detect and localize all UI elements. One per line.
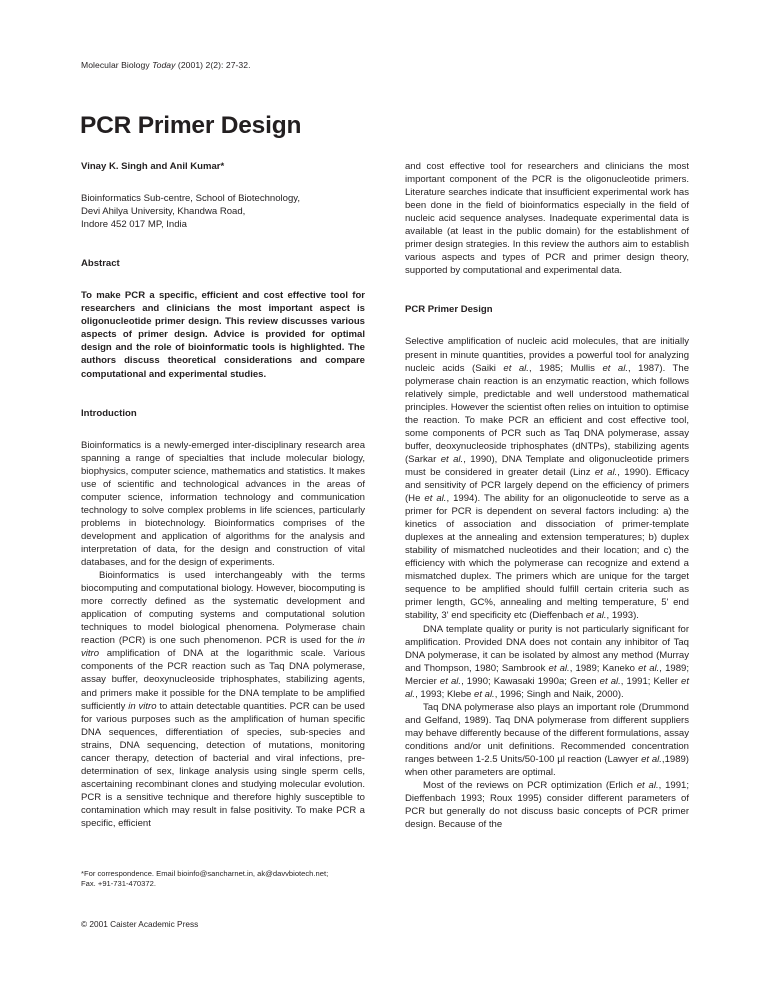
section-paragraph-3	[405, 701, 689, 779]
p1-part-d: , 1990), DNA Template and oligonucleotide primers must be considered in greater detail (Linz	[405, 453, 690, 478]
spacer	[405, 277, 689, 303]
p3-part-a: Taq DNA polymerase also plays an important role (Drummond and Gelfand, 1989). Taq DNA polymerase from different suppliers may behave differently because of the different formulations, assay conditions and/or unit definitions. Recommended concentration ranges between 1-2.5 Units/50-100 µl reaction (Lawyer	[405, 701, 689, 765]
p2-italic-1: et al.	[548, 662, 570, 674]
journal-name: Molecular Biology	[81, 60, 153, 70]
p4-italic-1: et al.	[636, 780, 659, 792]
spacer	[81, 231, 365, 257]
section-paragraph-2	[405, 623, 689, 701]
p2-italic-5: et al.	[405, 675, 689, 700]
p2-part-c: , 1989; Mercier	[405, 662, 689, 687]
footnote-line-1: For correspondence. Email bioinfo@sancharnet.in, ak@davvbiotech.net;	[83, 869, 329, 878]
p1-part-a: Selective amplification of nucleic acid molecules, that are initially present in minute quantities, provides a powerful tool for analyzing nucleic acids (Saiki	[405, 336, 689, 374]
p1-italic-1: et al.	[503, 362, 529, 374]
p1-italic-5: et al.	[424, 493, 447, 505]
continuation-paragraph: and cost effective tool for researchers and clinicians the most important component of the PCR is the oligonucleotide primers. Literature searches indicate that insufficient experimental work has been done in the field of bioinformatics especially in the field of nucleic acid sequence analyses. Inadequate experimental data is available (at least in the public domain) for the establishment of primer design strategies. In this review the authors aim to establish various aspects and types of PCR and primer design theory, supported by computational and experimental data.	[405, 161, 689, 277]
p1-italic-2: et al.	[602, 362, 628, 374]
p2-part-b: , 1989; Kaneko	[569, 662, 639, 674]
p1-part-c: , 1987). The polymerase chain reaction is an enzymatic reaction, which follows relatively simple, predictable and well understood mathematical principles. However the scientist often relies on intuition to optimise the reaction. To make PCR an efficient and cost effective tool, some components of PCR such as Taq DNA polymerase, assay buffer, deoxynucleoside triphosphates (dNTPs), stabilizing agents (Sarkar	[405, 362, 690, 465]
p1-italic-4: et al.	[594, 466, 618, 478]
page-title: PCR Primer Design	[80, 112, 302, 140]
correspondence-footnote	[81, 869, 371, 890]
spacer	[405, 316, 689, 335]
left-column	[81, 160, 365, 830]
footnote-line-2: Fax. +91-731-470372.	[81, 879, 156, 889]
p2-part-f: , 1993; Klebe	[415, 688, 475, 700]
intro-p2-part-a: Bioinformatics is used interchangeably with the terms biocomputing and computational biology. However, biocomputing is more correctly defined as the systematic development and application of computing systems and computational solution techniques to model biological phenomena. Polymerase chain reaction (PCR) is one such phenomenon. PCR is used for the	[81, 570, 365, 647]
intro-p2-italic-2: in vitro	[128, 700, 157, 712]
section-paragraph-1	[405, 335, 689, 622]
journal-issue-pages: (2001) 2(2): 27-32.	[175, 60, 251, 70]
affiliation	[81, 192, 365, 231]
p2-part-e: , 1991; Keller	[620, 675, 682, 687]
p2-part-a: DNA template quality or purity is not particularly significant for amplification. Provided DNA does not contain any inhibitor of Taq DNA polymerase, it can be isolated by almost any method (Murray and Thompson, 1980; Sambrook	[405, 623, 689, 674]
intro-paragraph-2	[81, 569, 365, 830]
spacer	[81, 381, 365, 407]
affiliation-line-2: Devi Ahilya University, Khandwa Road,	[81, 206, 246, 218]
pcr-primer-design-heading: PCR Primer Design	[405, 304, 493, 316]
spacer	[81, 173, 365, 192]
journal-name-italic: Today	[152, 60, 176, 70]
right-column	[405, 160, 689, 831]
journal-citation-line	[81, 60, 251, 70]
footnote-marker: *	[81, 869, 84, 878]
intro-p2-part-b: amplification of DNA at the logarithmic scale. Various components of the PCR reaction such as Taq DNA polymerase, assay buffer, deoxynucleoside triphosphates, stabilizing agents, and primers make it possible for the DNA template to be amplified sufficiently	[81, 648, 365, 712]
p4-part-a: Most of the reviews on PCR optimization (Erlich	[423, 780, 637, 792]
p1-part-e: , 1990). Efficacy and sensitivity of PCR largely depend on the efficiency of primers (He	[405, 466, 689, 505]
p3-part-b: ,1989) when other parameters are optimal.	[405, 753, 689, 779]
introduction-heading: Introduction	[81, 407, 137, 419]
section-paragraph-4	[405, 779, 689, 831]
p4-part-b: , 1991; Dieffenbach 1993; Roux 1995) consider different parameters of PCR but generally do not discuss basic concepts of PCR primer design. Because of the	[405, 780, 690, 831]
p2-italic-2: et al.	[638, 662, 660, 674]
p1-italic-6: et al.	[585, 610, 607, 622]
p2-part-d: , 1990; Kawasaki 1990a; Green	[461, 675, 600, 687]
p1-part-b: , 1985; Mullis	[528, 362, 603, 374]
p1-italic-3: et al.	[440, 453, 464, 465]
p1-part-g: , 1993).	[606, 610, 639, 622]
intro-paragraph-1: Bioinformatics is a newly-emerged inter-disciplinary research area spanning a range of specialties that include molecular biology, biophysics, computer science, mathematics and statistics. It makes use of scientific and technological advances in the areas of computer science, information technology and communication technology to solve complex problems in life sciences, particularly problems in biotechnology. Bioinformatics comprises of the development and application of algorithms for the analysis and interpretation of data, for the design and construction of vital databases, and for the design of experiments.	[81, 439, 365, 569]
p3-italic-1: et al.	[641, 753, 662, 765]
p2-italic-3: et al.	[439, 675, 462, 687]
abstract-heading: Abstract	[81, 258, 120, 270]
p1-part-f: , 1994). The ability for an oligonucleotide to serve as a primer for PCR is dependent on several factors including: a) the kinetics of association and dissociation of primer-template duplexes at the annealing and extension temperatures; b) duplex stability of mismatched nucleotides and their location; and c) the efficiency with which the polymerase can recognize and extend a mismatched duplex. The primers which are unique for the target sequence to be amplified should fulfill certain criteria such as primer length, GC%, annealing and melting temperature, 5' end stability, 3' end specificity etc (Dieffenbach	[405, 493, 689, 622]
intro-p2-part-c: to attain detectable quantities. PCR can be used for various purposes such as the amplification of human specific DNA sequences, differentiation of species, sub-species and strains, DNA sequencing, detection of mutations, monitoring cancer therapy, detection of bacterial and viral infections, pre-determination of sex, linkage analysis using single sperm cells, ascertaining recombinant clones and studying molecular evolution. PCR is a sensitive technique and therefore highly susceptible to contamination which may result in false positivity. To make PCR a specific, efficient	[81, 700, 365, 829]
author-list: Vinay K. Singh and Anil Kumar*	[81, 161, 225, 172]
intro-p2-italic-1: in vitro	[81, 635, 365, 660]
spacer	[81, 270, 365, 289]
spacer	[81, 420, 365, 439]
p2-italic-6: et al.	[474, 688, 495, 700]
abstract-body: To make PCR a specific, efficient and cost effective tool for researchers and clinicians the most important aspect is oligonucleotide primer design. This review discusses various aspects of primer design. Advice is provided for optimal design and the role of bioinformatic tools is highlighted. The authors discuss theoretical considerations and compare computational and experimental studies.	[81, 290, 365, 380]
p2-part-g: , 1996; Singh and Naik, 2000).	[494, 688, 624, 700]
copyright-notice: © 2001 Caister Academic Press	[81, 919, 199, 929]
affiliation-line-1: Bioinformatics Sub-centre, School of Biotechnology,	[81, 193, 300, 205]
p2-italic-4: et al.	[599, 675, 621, 687]
affiliation-line-3: Indore 452 017 MP, India	[81, 219, 187, 231]
